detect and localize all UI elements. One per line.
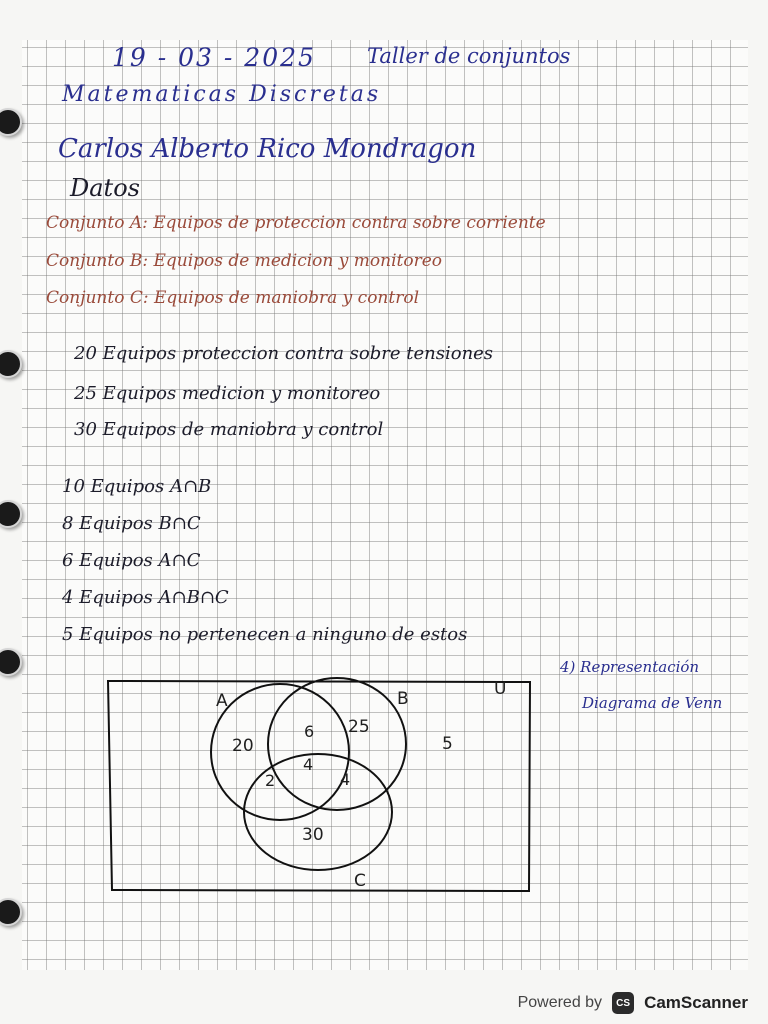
venn-note-line1: 4) Representación — [560, 658, 700, 676]
binder-hole — [0, 648, 22, 676]
set-b-definition: Conjunto B: Equipos de medicion y monitoreo — [46, 251, 443, 271]
label-c: C — [354, 871, 366, 891]
camscanner-footer — [518, 992, 748, 1014]
venn-note-line2: Diagrama de Venn — [582, 694, 723, 712]
count-c: 30 Equipos de maniobra y control — [74, 419, 384, 440]
binder-hole — [0, 108, 22, 136]
intersection-ab: 10 Equipos A∩B — [62, 476, 212, 497]
binder-hole — [0, 898, 22, 926]
region-abc: 4 — [303, 755, 314, 774]
data-heading: Datos — [70, 174, 140, 202]
region-b-only: 25 — [348, 717, 370, 737]
student-name: Carlos Alberto Rico Mondragon — [58, 134, 477, 164]
binder-hole — [0, 350, 22, 378]
count-a: 20 Equipos proteccion contra sobre tensiones — [74, 343, 494, 364]
camscanner-logo-icon: CS — [612, 992, 634, 1014]
intersection-ac: 6 Equipos A∩C — [62, 550, 201, 571]
label-universe: U — [494, 679, 507, 699]
course-name: Matematicas Discretas — [62, 82, 382, 107]
intersection-abc: 4 Equipos A∩B∩C — [62, 587, 229, 608]
camscanner-brand: CamScanner — [644, 993, 748, 1012]
venn-diagram — [22, 40, 748, 970]
date: 19 - 03 - 2025 — [112, 43, 316, 72]
binder-hole — [0, 500, 22, 528]
worksheet-title: Taller de conjuntos — [367, 44, 571, 68]
label-b: B — [397, 689, 409, 709]
region-outside: 5 — [442, 734, 453, 754]
set-c-definition: Conjunto C: Equipos de maniobra y control — [46, 288, 420, 308]
intersection-bc: 8 Equipos B∩C — [62, 513, 201, 534]
universe-box — [108, 681, 530, 891]
none-count: 5 Equipos no pertenecen a ninguno de estos — [62, 624, 468, 645]
count-b: 25 Equipos medicion y monitoreo — [74, 383, 381, 404]
powered-by-label: Powered by — [517, 994, 603, 1011]
label-a: A — [216, 691, 228, 711]
region-ac-only: 2 — [265, 771, 276, 790]
region-bc-only: 4 — [340, 770, 351, 789]
region-c-only: 30 — [302, 825, 324, 845]
set-a-definition: Conjunto A: Equipos de proteccion contra sobre corriente — [46, 213, 546, 233]
region-ab-only: 6 — [304, 722, 315, 741]
region-a-only: 20 — [232, 736, 254, 756]
notebook-page — [22, 40, 748, 970]
